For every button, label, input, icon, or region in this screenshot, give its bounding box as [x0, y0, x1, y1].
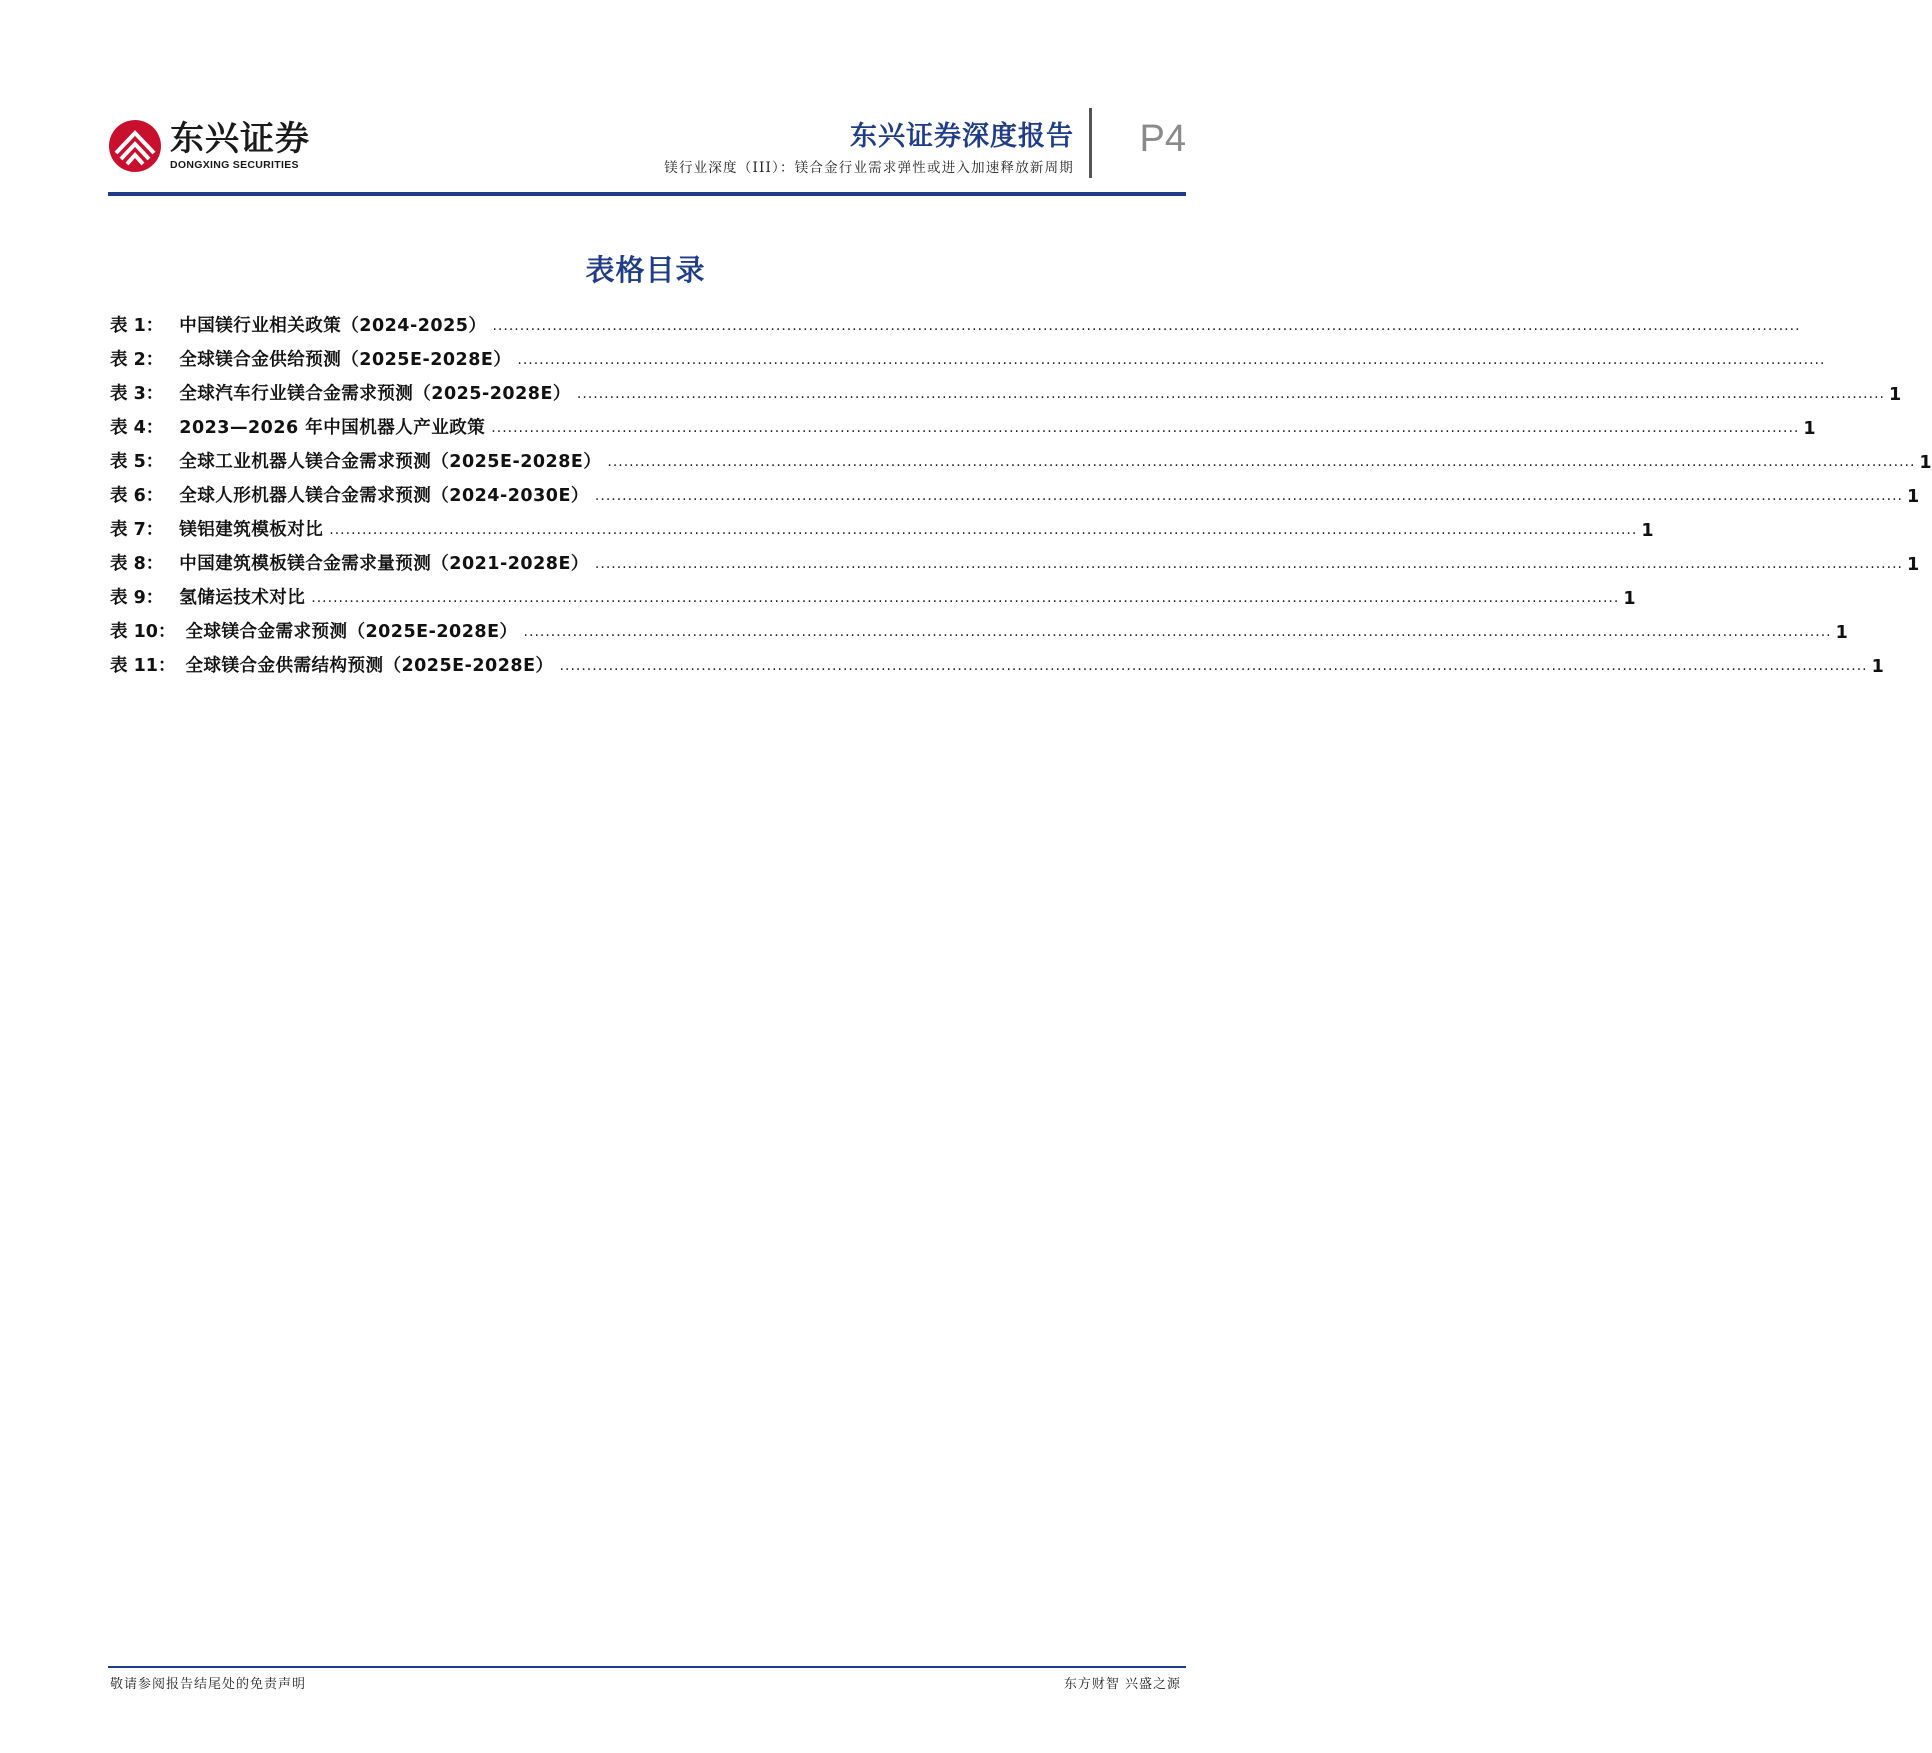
toc-dot-leader: [577, 386, 1885, 402]
toc-entry-label: 表 11：: [110, 656, 176, 676]
toc-dot-leader: [329, 522, 1637, 538]
toc-entry-page: 1: [1888, 385, 1902, 405]
toc-entry-text: 全球镁合金供需结构预测（2025E-2028E）: [185, 656, 554, 676]
toc-entry-label: 表 10：: [110, 622, 176, 642]
toc-entry-page: 1: [1803, 419, 1816, 439]
toc-entry[interactable]: [110, 371, 1902, 405]
toc-dot-leader: [560, 658, 1868, 674]
footer-slogan: 东方财智 兴盛之源: [1063, 1677, 1181, 1692]
toc-dot-leader: [492, 318, 1800, 334]
toc-entry[interactable]: [110, 507, 1654, 541]
toc-entry-label: 表 8：: [110, 554, 164, 574]
toc-entry[interactable]: [110, 609, 1848, 643]
logo-english-name: DONGXING SECURITIES: [170, 159, 299, 171]
toc-entry-label: 表 3：: [110, 384, 164, 404]
toc-entry-label: 表 6：: [110, 486, 164, 506]
toc-entry-page: 1: [1641, 521, 1654, 541]
toc-entry[interactable]: [110, 405, 1816, 439]
header-rule: [108, 192, 1186, 196]
toc-entry-page: 1: [1835, 623, 1848, 643]
toc-entry-page: 1: [1919, 453, 1932, 473]
toc-dot-leader: [595, 488, 1903, 504]
toc-entry-text: 全球汽车行业镁合金需求预测（2025-2028E）: [179, 384, 571, 404]
toc-entry-text: 全球人形机器人镁合金需求预测（2024-2030E）: [179, 486, 589, 506]
toc-entry[interactable]: [110, 575, 1636, 609]
toc-entry-text: 全球镁合金需求预测（2025E-2028E）: [185, 622, 518, 642]
toc-entry-text: 中国镁行业相关政策（2024-2025）: [179, 316, 487, 336]
company-logo: [108, 116, 310, 176]
toc-entry-label: 表 2：: [110, 350, 164, 370]
toc-entry-page: 1: [1906, 555, 1920, 575]
toc-title: 表格目录: [585, 253, 706, 287]
toc-entry-text: 氢储运技术对比: [179, 588, 306, 608]
report-subtitle: 镁行业深度（III）：镁合金行业需求弹性或进入加速释放新周期: [664, 160, 1074, 176]
toc-entry[interactable]: [110, 439, 1932, 473]
toc-entry-label: 表 1：: [110, 316, 164, 336]
toc-entry-page: 1: [1623, 589, 1636, 609]
toc-entry-label: 表 4：: [110, 418, 164, 438]
toc-entry-text: 中国建筑模板镁合金需求量预测（2021-2028E）: [179, 554, 589, 574]
logo-chinese-name: 东兴证券: [170, 119, 310, 159]
toc-entry-label: 表 5：: [110, 452, 164, 472]
header-divider: [1089, 108, 1092, 178]
toc-entry-text: 全球工业机器人镁合金需求预测（2025E-2028E）: [179, 452, 602, 472]
dongxing-logo-icon: [108, 119, 162, 173]
page-number: P4: [1139, 118, 1186, 160]
toc-entry-page: 1: [1906, 487, 1920, 507]
toc-entry[interactable]: [110, 541, 1920, 575]
toc-entry-label: 表 9：: [110, 588, 164, 608]
toc-entry[interactable]: [110, 337, 1170, 371]
toc-entry[interactable]: [110, 303, 1170, 337]
toc-entry-text: 2023—2026 年中国机器人产业政策: [179, 418, 486, 438]
toc-dot-leader: [517, 352, 1825, 368]
toc-dot-leader: [607, 454, 1915, 470]
toc-dot-leader: [524, 624, 1832, 640]
table-of-tables: [110, 303, 1932, 677]
page-header: [108, 100, 1186, 195]
toc-entry-text: 镁铝建筑模板对比: [179, 520, 324, 540]
toc-dot-leader: [311, 590, 1619, 606]
toc-entry-text: 全球镁合金供给预测（2025E-2028E）: [179, 350, 512, 370]
toc-entry-page: 1: [1871, 657, 1884, 677]
toc-dot-leader: [491, 420, 1799, 436]
footer-disclaimer: 敬请参阅报告结尾处的免责声明: [110, 1677, 307, 1692]
toc-entry[interactable]: [110, 473, 1920, 507]
toc-entry[interactable]: [110, 643, 1884, 677]
toc-dot-leader: [595, 556, 1903, 572]
footer-rule: [108, 1666, 1186, 1668]
toc-entry-label: 表 7：: [110, 520, 164, 540]
report-title: 东兴证券深度报告: [850, 121, 1074, 152]
